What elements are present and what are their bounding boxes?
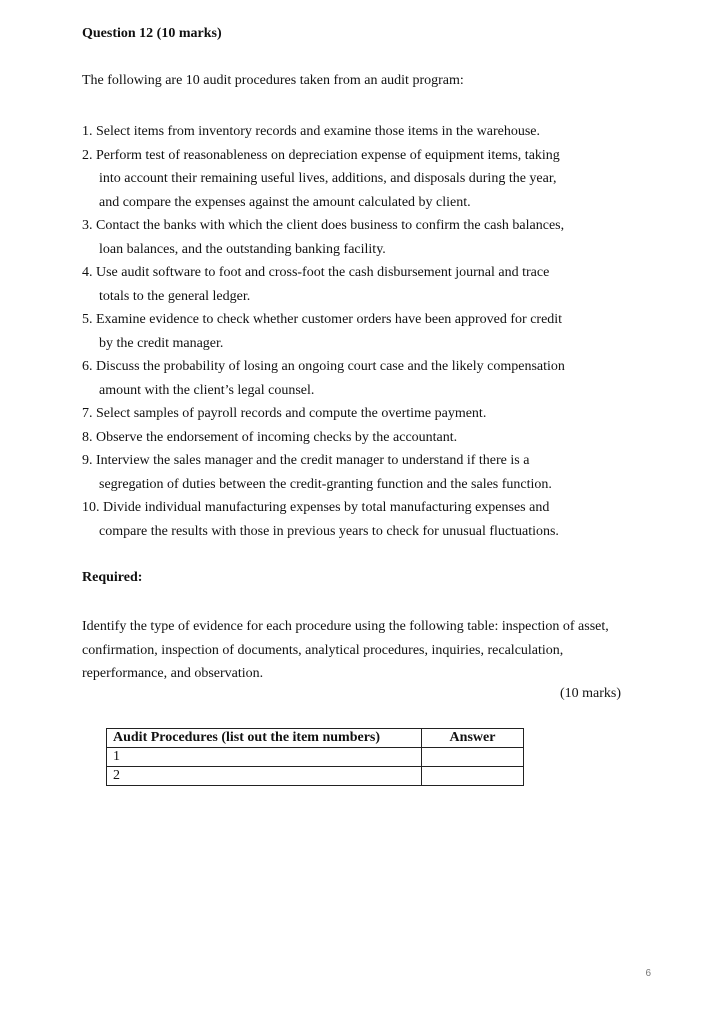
procedure-number: 5. [82,312,93,327]
procedure-text: Select samples of payroll records and compute the overtime payment. [96,406,487,421]
procedure-first-line [82,308,642,332]
list-item [82,496,642,543]
procedure-text: Select items from inventory records and examine those items in the warehouse. [96,124,540,139]
procedure-number: 4. [82,265,93,280]
procedure-first-line [82,214,642,238]
procedure-first-line [82,355,642,379]
intro-text: The following are 10 audit procedures taken from an audit program: [82,73,464,88]
answer-table [106,728,524,786]
procedure-first-line [82,449,642,473]
column-header-procedures: Audit Procedures (list out the item numbers) [107,729,422,748]
procedure-text: Examine evidence to check whether customer orders have been approved for credit [96,312,563,327]
table-row [107,748,524,767]
list-item [82,120,642,144]
procedure-first-line [82,120,642,144]
instruction-text: Identify the type of evidence for each procedure using the following table: inspection of asset, confirmation, inspection of documents, analytical procedures, inquiries, recalculation, reperformance, and observation. [82,619,609,681]
procedure-text: Divide individual manufacturing expenses by total manufacturing expenses and [103,500,550,515]
list-item [82,449,642,496]
list-item [82,144,642,215]
procedure-text-continued: segregation of duties between the credit-granting function and the sales function. [99,476,552,492]
procedure-first-line [82,496,642,520]
list-item [82,214,642,261]
page-number: 6 [645,968,651,979]
marks-label: (10 marks) [559,686,621,701]
procedure-text-continued: compare the results with those in previous years to check for unusual fluctuations. [99,523,559,539]
list-item [82,426,642,450]
procedure-text: Discuss the probability of losing an ongoing court case and the likely compensation [96,359,565,374]
procedure-number: 9. [82,453,93,468]
procedure-list [82,120,642,543]
procedure-text-continued: totals to the general ledger. [99,288,251,304]
procedure-number: 1. [82,124,93,139]
procedure-text: Interview the sales manager and the credit manager to understand if there is a [96,453,530,468]
procedure-number: 7. [82,406,93,421]
procedure-text-continued: loan balances, and the outstanding banking facility. [99,241,386,257]
table-header-row [107,729,524,748]
procedure-text: Use audit software to foot and cross-foot the cash disbursement journal and trace [96,265,550,280]
list-item [82,308,642,355]
procedure-text-continued: into account their remaining useful lives, additions, and disposals during the year, [99,171,557,186]
procedure-number: 8. [82,429,93,445]
list-item [82,261,642,308]
item-number-cell: 2 [107,767,422,786]
procedure-first-line [82,402,642,426]
column-header-answer: Answer [422,729,524,748]
item-number-cell: 1 [107,748,422,767]
procedure-text-continued: amount with the client’s legal counsel. [99,382,315,398]
procedure-number: 2. [82,147,93,163]
answer-cell[interactable] [422,748,524,767]
list-item [82,355,642,402]
table-row [107,767,524,786]
answer-cell[interactable] [422,767,524,786]
procedure-number: 6. [82,359,93,374]
procedure-text-continued: by the credit manager. [99,335,224,351]
list-item [82,402,642,426]
procedure-text: Observe the endorsement of incoming checks by the accountant. [96,429,458,445]
procedure-first-line [82,426,642,450]
question-heading: Question 12 (10 marks) [82,26,222,41]
procedure-number: 3. [82,218,93,233]
procedure-number: 10. [82,500,100,515]
procedure-first-line [82,261,642,285]
required-label: Required: [82,570,143,585]
procedure-first-line [82,144,642,168]
procedure-text-continued: and compare the expenses against the amount calculated by client. [99,194,471,210]
procedure-text: Contact the banks with which the client does business to confirm the cash balances, [96,218,565,233]
procedure-text: Perform test of reasonableness on depreciation expense of equipment items, taking [96,147,560,163]
